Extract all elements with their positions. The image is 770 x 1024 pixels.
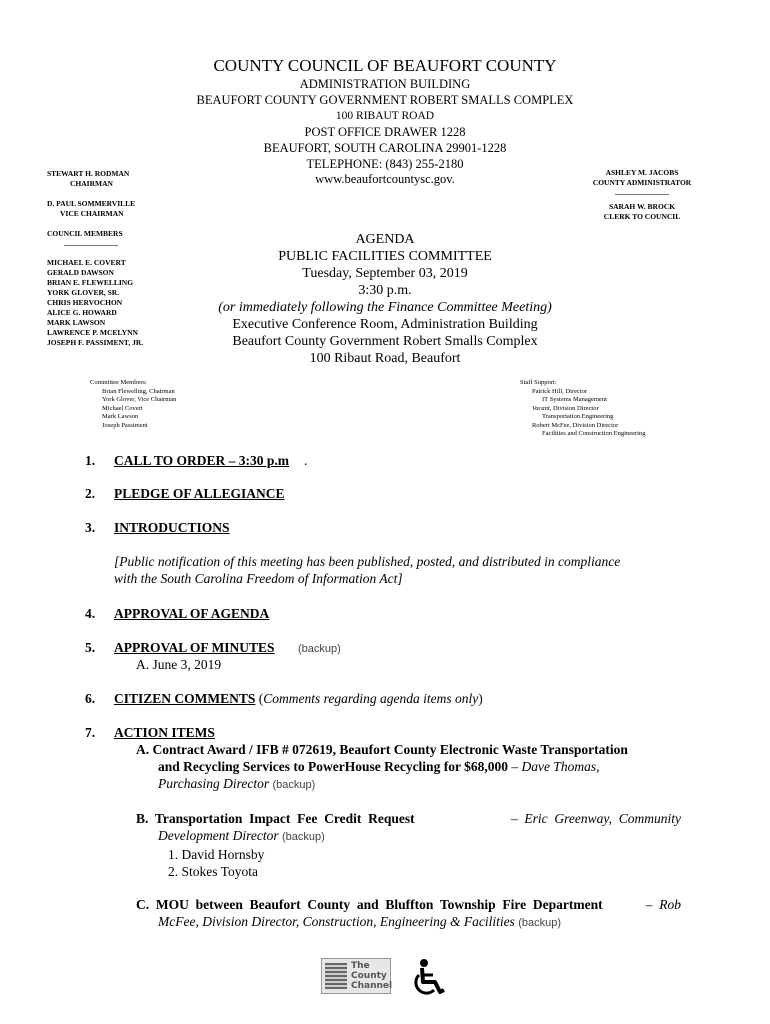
action-a-line1: A. Contract Award / IFB # 072619, Beaufort County Electronic Waste Transportation [136, 742, 628, 757]
item-number: 4. [85, 606, 96, 621]
council-member: LAWRENCE P. MCELYNN [47, 328, 138, 337]
notification-line: with the South Carolina Freedom of Information Act] [114, 571, 403, 586]
action-c-presenter-title: McFee, Division Director, Construction, Engineering & Facilities [158, 914, 515, 929]
clerk-name: SARAH W. BROCK [608, 202, 676, 211]
county-channel-logo [321, 958, 391, 994]
administrator-title: COUNTY ADMINISTRATOR [592, 178, 692, 187]
committee-member: Michael Covert [102, 404, 143, 412]
item-label: APPROVAL OF AGENDA [114, 606, 270, 621]
action-c-backup-link[interactable]: (backup) [518, 917, 561, 929]
meeting-complex: Beaufort County Government Robert Smalls Complex [232, 334, 538, 349]
council-member: MICHAEL E. COVERT [47, 258, 126, 267]
channel-logo-word: The [351, 961, 370, 971]
channel-logo-text [351, 961, 392, 991]
committee-members-heading: Committee Members: [90, 379, 147, 386]
paren-close: ) [478, 691, 483, 706]
action-c-line2 [136, 913, 681, 932]
header-line-telephone: TELEPHONE: (843) 255-2180 [306, 157, 464, 171]
administrator-name: ASHLEY M. JACOBS [605, 168, 679, 177]
meeting-room: Executive Conference Room, Administration Building [232, 317, 538, 332]
action-b-presenter-title: Development Director [158, 828, 279, 843]
channel-logo-word: Channel [351, 981, 393, 991]
staff-line: IT Systems Management [542, 396, 607, 403]
header-line-building: ADMINISTRATION BUILDING [299, 77, 471, 91]
vacant-word: Vacant, [532, 404, 552, 412]
committee-members-block [90, 379, 176, 430]
item-number: 1. [85, 453, 96, 468]
item-number: 5. [85, 640, 96, 655]
staff-line: Facilities and Construction Engineering [542, 430, 646, 437]
action-item-b [136, 810, 681, 880]
action-b-sub1: 1. David Hornsby [168, 847, 265, 862]
item-number: 2. [85, 486, 96, 501]
committee-member: Mark Lawson [102, 413, 139, 420]
header-line-po-box: POST OFFICE DRAWER 1228 [304, 125, 466, 139]
clerk-block [581, 202, 703, 222]
action-c-title: C. MOU between Beaufort County and Bluffton Township Fire Department [136, 897, 603, 912]
action-c-presenter: – Rob [645, 897, 681, 912]
action-b-title: B. Transportation Impact Fee Credit Request [136, 811, 415, 826]
item-label [114, 452, 289, 469]
council-member: CHRIS HERVOCHON [47, 298, 123, 307]
action-item-a [136, 741, 684, 794]
council-members-heading: COUNCIL MEMBERS [47, 229, 123, 238]
council-member: GERALD DAWSON [47, 268, 114, 277]
action-a-backup-link[interactable]: (backup) [272, 779, 316, 791]
chairman-title: CHAIRMAN [70, 179, 113, 188]
action-a-line2 [136, 758, 684, 775]
council-title: COUNTY COUNCIL OF BEAUFORT COUNTY [213, 56, 557, 75]
header-line-complex: BEAUFORT COUNTY GOVERNMENT ROBERT SMALLS COMPLEX [196, 93, 574, 107]
action-b-sub2: 2. Stokes Toyota [168, 864, 258, 879]
notification-line: [Public notification of this meeting has been published, posted, and distributed in compliance [114, 554, 621, 569]
item-label: APPROVAL OF MINUTES [114, 640, 275, 655]
item-number: 3. [85, 520, 96, 535]
paren-open: ( [255, 691, 264, 706]
item-label: CITIZEN COMMENTS [114, 691, 256, 706]
committee-member: Brian Flewelling, Chairman [102, 387, 175, 395]
council-member: BRIAN E. FLEWELLING [47, 278, 134, 287]
meeting-address: 100 Ribaut Road, Beaufort [309, 351, 461, 366]
item-label: PLEDGE OF ALLEGIANCE [114, 486, 285, 501]
item-label-text: CALL TO ORDER – 3:30 p.m [114, 453, 290, 468]
chairman-name: STEWART H. RODMAN [47, 169, 130, 178]
staff-line: Robert McFee, Division Director [532, 421, 619, 429]
citizen-comments-line [114, 690, 483, 707]
council-member: JOSEPH F. PASSIMENT, JR. [47, 338, 144, 347]
minutes-backup-link[interactable]: (backup) [298, 643, 341, 655]
meeting-time: 3:30 p.m. [358, 283, 412, 298]
action-a-presenter-title: Purchasing Director [158, 776, 270, 791]
vice-chairman-title: VICE CHAIRMAN [60, 209, 124, 218]
item-label: INTRODUCTIONS [114, 520, 230, 535]
action-a-presenter: – Dave Thomas, [507, 759, 600, 774]
staff-support-heading: Staff Support: [520, 379, 557, 386]
council-member: ALICE G. HOWARD [47, 308, 117, 317]
item-number: 7. [85, 725, 96, 740]
item-number: 6. [85, 691, 96, 706]
action-item-c [136, 896, 681, 932]
clerk-title: CLERK TO COUNCIL [603, 212, 681, 221]
header-line-city: BEAUFORT, SOUTH CAROLINA 29901-1228 [263, 141, 507, 155]
tv-icon [325, 963, 347, 989]
header-line-street: 100 RIBAUT ROAD [335, 110, 435, 122]
item-label-suffix: . [304, 453, 308, 468]
wheelchair-icon [410, 958, 452, 998]
meeting-date: Tuesday, September 03, 2019 [302, 266, 468, 281]
committee-member: York Glover, Vice Chairman [102, 396, 177, 403]
action-b-line2 [136, 827, 681, 846]
council-member: MARK LAWSON [47, 318, 106, 327]
public-notification-note [114, 553, 682, 587]
action-a-line2-bold: and Recycling Services to PowerHouse Recycling for $68,000 [158, 759, 508, 774]
meeting-time-note: (or immediately following the Finance Committee Meeting) [218, 300, 552, 315]
minutes-sub-item: A. June 3, 2019 [136, 657, 222, 672]
action-a-line3 [136, 775, 684, 794]
staff-line-vacant [532, 405, 645, 414]
committee-member: Joseph Passiment [102, 421, 148, 429]
vice-chairman-name: D. PAUL SOMMERVILLE [47, 199, 136, 208]
item-label: ACTION ITEMS [114, 725, 215, 740]
agenda-heading: AGENDA [355, 232, 415, 247]
committee-name: PUBLIC FACILITIES COMMITTEE [278, 249, 492, 264]
channel-logo-word: County [351, 971, 387, 981]
staff-support-block [520, 379, 645, 439]
vacant-rest: Division Director [551, 404, 599, 412]
action-b-presenter: – Eric Greenway, Community [510, 811, 681, 826]
action-b-backup-link[interactable]: (backup) [281, 831, 325, 843]
council-member: YORK GLOVER, SR. [47, 288, 120, 297]
header-line-website[interactable]: www.beaufortcountysc.gov. [315, 172, 455, 186]
action-c-line1 [136, 896, 681, 913]
administrator-block [581, 168, 703, 188]
action-b-line1 [136, 810, 681, 827]
staff-line: Transportation Engineering [542, 413, 614, 420]
citizen-comments-note: Comments regarding agenda items only [263, 691, 479, 706]
staff-line: Patrick Hill, Director [532, 387, 588, 395]
admin-divider [615, 194, 669, 195]
